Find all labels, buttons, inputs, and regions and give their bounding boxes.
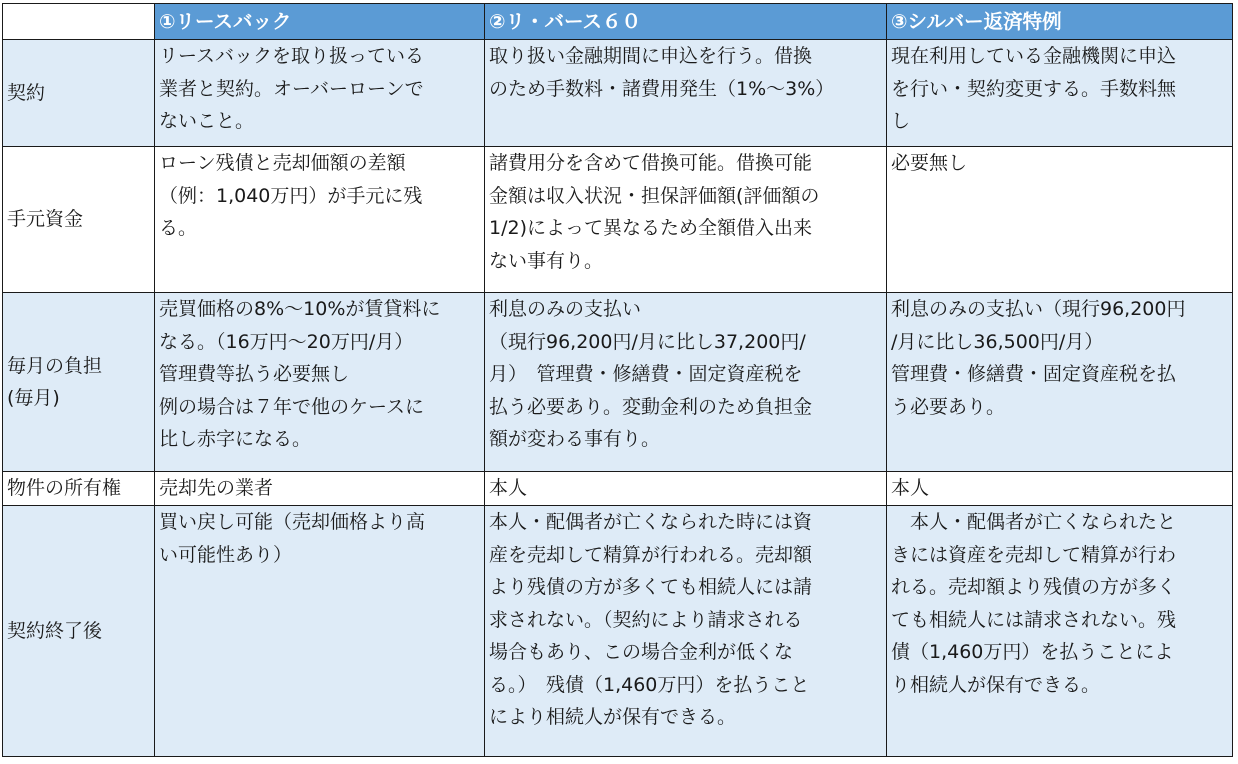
cell-monthly-burden-leaseback bbox=[155, 293, 485, 472]
table-row-cash-on-hand bbox=[3, 147, 1233, 293]
cell-text-line: 現在利用している金融機関に申込 bbox=[891, 45, 1177, 67]
cell-after-contract-leaseback bbox=[155, 506, 485, 757]
cell-text-line: ても相続人には請求されない。残 bbox=[891, 608, 1177, 631]
cell-text-line: 業者と契約。オーバーローンで bbox=[159, 77, 424, 100]
cell-text-line: 利息のみの支払い（現行96,200円 bbox=[891, 298, 1186, 320]
cell-text-line: 売買価格の8%～10%が賃貸料に bbox=[159, 298, 441, 320]
cell-text-line: 本人 bbox=[489, 477, 528, 499]
cell-ownership-leaseback bbox=[155, 472, 485, 506]
cell-text-line: きには資産を売却して精算が行わ bbox=[891, 543, 1177, 566]
cell-contract-leaseback bbox=[155, 40, 485, 147]
row-label-monthly-burden bbox=[3, 293, 155, 472]
cell-text-line: し bbox=[891, 110, 911, 132]
cell-text-line: 買い戻し可能（売却価格より高 bbox=[159, 511, 426, 533]
header-reverse60: ②リ・バース６０ bbox=[485, 4, 887, 40]
comparison-table-wrapper bbox=[2, 3, 1233, 757]
cell-text-line: れる。売却額より残債の方が多く bbox=[891, 576, 1177, 598]
cell-text-line: 求されない。（契約により請求される bbox=[489, 608, 803, 631]
cell-text-line: を行い・契約変更する。手数料無 bbox=[891, 77, 1177, 100]
cell-text-line: 債（1,460万円）を払うことによ bbox=[891, 641, 1174, 663]
cell-text-line: リースバックを取り扱っている bbox=[159, 45, 425, 67]
table-row-monthly-burden bbox=[3, 293, 1233, 472]
cell-text-line: 本人・配偶者が亡くなられたと bbox=[891, 511, 1177, 533]
cell-cash-on-hand-silver-repayment bbox=[887, 147, 1233, 293]
cell-monthly-burden-silver-repayment bbox=[887, 293, 1233, 472]
cell-text-line: 管理費・修繕費・固定資産税を払 bbox=[891, 363, 1177, 385]
cell-cash-on-hand-leaseback bbox=[155, 147, 485, 293]
header-silver-repayment: ③シルバー返済特例 bbox=[887, 4, 1233, 40]
table-row-ownership bbox=[3, 472, 1233, 506]
table-row-contract bbox=[3, 40, 1233, 147]
cell-ownership-silver-repayment bbox=[887, 472, 1233, 506]
cell-text-line: 利息のみの支払い bbox=[489, 298, 642, 320]
cell-text-line: 月） 管理費・修繕費・固定資産税を bbox=[489, 363, 803, 385]
cell-text-line: 金額は収入状況・担保評価額(評価額の bbox=[489, 184, 820, 207]
cell-contract-silver-repayment bbox=[887, 40, 1233, 147]
comparison-table bbox=[2, 3, 1233, 757]
cell-text-line: 売却先の業者 bbox=[159, 477, 274, 499]
cell-after-contract-reverse60 bbox=[485, 506, 887, 757]
cell-text-line: 場合もあり、この場合金利が低くな bbox=[489, 641, 794, 663]
table-body bbox=[3, 40, 1233, 757]
cell-text-line: う必要あり。 bbox=[891, 395, 1006, 418]
cell-text-line: 払う必要あり。変動金利のため負担金 bbox=[489, 395, 813, 418]
cell-text-line: 諸費用分を含めて借換可能。借換可能 bbox=[489, 152, 813, 174]
cell-text-line: 本人 bbox=[891, 477, 930, 499]
cell-text-line: る。 bbox=[159, 217, 198, 239]
cell-text-line: 額が変わる事有り。 bbox=[489, 428, 661, 450]
cell-cash-on-hand-reverse60 bbox=[485, 147, 887, 293]
cell-text-line: 比し赤字になる。 bbox=[159, 428, 312, 450]
cell-contract-reverse60 bbox=[485, 40, 887, 147]
cell-text-line: 例の場合は７年で他のケースに bbox=[159, 395, 425, 418]
cell-text-line: り相続人が保有できる。 bbox=[891, 673, 1101, 696]
cell-text-line: 1/2)によって異なるため全額借入出来 bbox=[489, 217, 812, 239]
cell-text-line: 産を売却して精算が行われる。売却額 bbox=[489, 543, 813, 566]
cell-text-line: のため手数料・諸費用発生（1%～3%） bbox=[489, 77, 835, 100]
row-label-line: 物件の所有権 bbox=[7, 477, 122, 500]
cell-text-line: る。） 残債（1,460万円）を払うこと bbox=[489, 673, 810, 696]
row-label-line: 契約 bbox=[7, 81, 46, 104]
row-label-after-contract bbox=[3, 506, 155, 757]
cell-after-contract-silver-repayment bbox=[887, 506, 1233, 757]
row-label-contract bbox=[3, 40, 155, 147]
row-label-line: (毎月) bbox=[7, 387, 60, 409]
cell-text-line: い可能性あり） bbox=[159, 543, 293, 566]
cell-text-line: 本人・配偶者が亡くなられた時には資 bbox=[489, 511, 813, 533]
row-label-ownership bbox=[3, 472, 155, 506]
row-label-line: 手元資金 bbox=[7, 208, 84, 231]
header-leaseback: ①リースバック bbox=[155, 4, 485, 40]
cell-text-line: 管理費等払う必要無し bbox=[159, 363, 350, 385]
cell-text-line: （例：1,040万円）が手元に残 bbox=[159, 184, 423, 207]
header-row bbox=[3, 4, 1233, 40]
table-row-after-contract bbox=[3, 506, 1233, 757]
header-corner bbox=[3, 4, 155, 40]
cell-ownership-reverse60 bbox=[485, 472, 887, 506]
cell-text-line: なる。（16万円～20万円/月） bbox=[159, 330, 414, 353]
cell-text-line: 必要無し bbox=[891, 152, 968, 174]
cell-text-line: により相続人が保有できる。 bbox=[489, 706, 737, 728]
cell-text-line: ローン残債と売却価額の差額 bbox=[159, 152, 406, 174]
row-label-line: 毎月の負担 bbox=[7, 354, 103, 377]
cell-monthly-burden-reverse60 bbox=[485, 293, 887, 472]
cell-text-line: より残債の方が多くても相続人には請 bbox=[489, 576, 813, 598]
cell-text-line: （現行96,200円/月に比し37,200円/ bbox=[489, 330, 806, 353]
cell-text-line: 取り扱い金融期間に申込を行う。借換 bbox=[489, 45, 813, 67]
cell-text-line: ないこと。 bbox=[159, 110, 255, 132]
row-label-line: 契約終了後 bbox=[7, 619, 103, 642]
row-label-cash-on-hand bbox=[3, 147, 155, 293]
cell-text-line: /月に比し36,500円/月） bbox=[891, 330, 1104, 353]
cell-text-line: ない事有り。 bbox=[489, 249, 604, 272]
